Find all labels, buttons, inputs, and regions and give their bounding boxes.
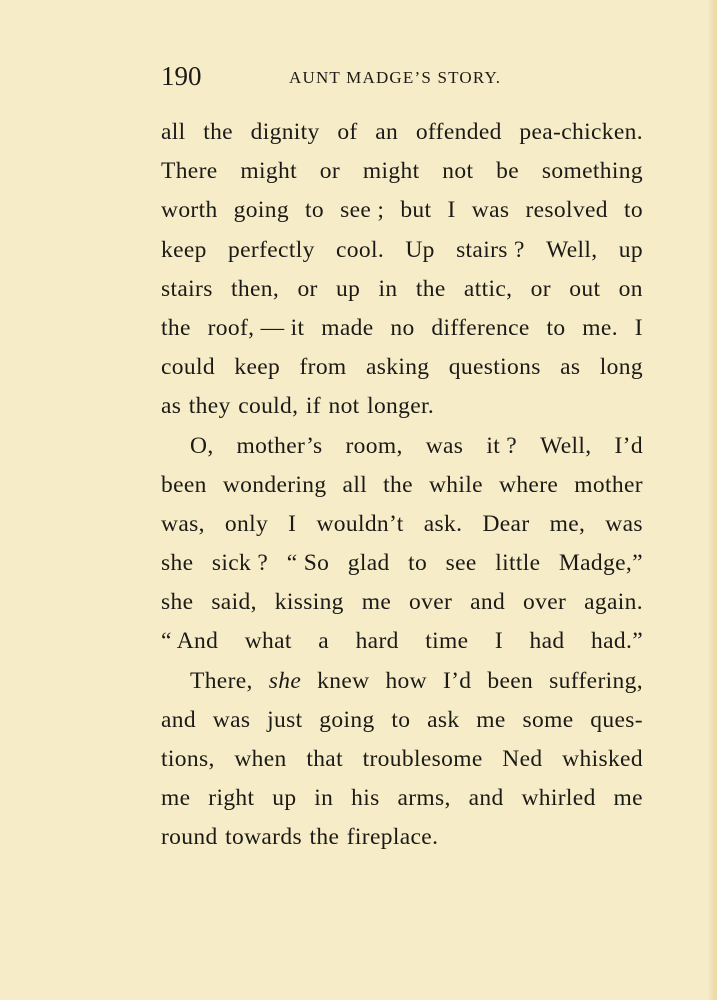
running-title: AUNT MADGE’S STORY. (289, 68, 502, 87)
word: “ And (161, 628, 219, 655)
word: roof, — it (207, 314, 305, 341)
word: kissing (274, 589, 344, 616)
text-line (161, 818, 643, 857)
word: might (362, 158, 420, 185)
word: suffering, (549, 667, 643, 694)
word: was (212, 706, 251, 733)
word: difference (431, 314, 530, 341)
word: if (305, 393, 321, 420)
text-line (161, 779, 643, 818)
word: or (319, 158, 341, 185)
text-line (161, 505, 643, 544)
word: “ So (286, 550, 330, 577)
word: resolved (525, 197, 608, 224)
word: where (499, 471, 559, 498)
word: how (385, 667, 427, 694)
word: sick ? (211, 550, 269, 577)
text-line (161, 231, 643, 270)
word: or (297, 275, 318, 302)
word: was (605, 510, 643, 537)
text-line (161, 387, 643, 426)
word: There (161, 158, 218, 185)
word: Dear (482, 510, 530, 537)
text-line (161, 152, 643, 191)
word: Well, (546, 236, 598, 263)
text-line (161, 270, 643, 309)
text-line (161, 466, 643, 505)
word: as (560, 354, 581, 381)
text-line (161, 309, 643, 348)
word: up (336, 275, 361, 302)
word: stairs ? (456, 236, 525, 263)
word: a (318, 628, 330, 655)
word: hard (355, 628, 399, 655)
word: had (529, 628, 565, 655)
word: might (240, 158, 297, 185)
word: was (471, 197, 510, 224)
word: said, (211, 589, 257, 616)
word: not (328, 393, 360, 420)
word: keep (234, 354, 281, 381)
word: Up (405, 236, 435, 263)
word: while (428, 471, 483, 498)
word: mother’s (236, 432, 323, 459)
word: glad (347, 550, 390, 577)
word: in (378, 275, 398, 302)
word: I (634, 314, 643, 341)
word: offended (415, 119, 502, 145)
word: questions (448, 354, 541, 381)
word: to (546, 314, 566, 341)
page-header (161, 58, 643, 98)
word: was, (161, 510, 205, 537)
word: that (306, 746, 343, 772)
word: it ? (486, 432, 518, 459)
word: on (618, 275, 643, 302)
text-line (161, 427, 643, 466)
word: the (161, 314, 191, 341)
word: and (470, 589, 506, 616)
word: right (208, 785, 255, 812)
word: stairs (161, 275, 213, 302)
word: me (361, 589, 392, 616)
word: whisked (562, 746, 643, 772)
word: or (530, 275, 551, 302)
word: going (319, 706, 375, 733)
word: ques- (590, 706, 643, 733)
word: cool. (335, 236, 385, 263)
word: dignity (250, 119, 320, 145)
text-line (161, 191, 643, 230)
word: no (390, 314, 415, 341)
word: again. (584, 589, 643, 616)
word: something (541, 158, 643, 185)
word: long (599, 354, 643, 381)
word: of (337, 119, 358, 145)
word: the (309, 824, 340, 851)
word: was (425, 432, 464, 459)
word: me (161, 785, 191, 812)
word: I (447, 197, 456, 224)
word: Well, (540, 432, 592, 459)
word: attic, (463, 275, 513, 302)
word: to (305, 197, 324, 224)
word: but (400, 197, 432, 224)
word: worth (161, 197, 218, 224)
text-line (161, 544, 643, 583)
word: I’d (442, 667, 472, 694)
word: troublesome (362, 746, 483, 772)
word: only (224, 510, 269, 537)
word: what (244, 628, 292, 655)
word: Ned (502, 746, 543, 772)
word: when (234, 746, 287, 772)
word: up (272, 785, 297, 812)
page-number: 190 (161, 61, 202, 91)
word: all (161, 119, 186, 145)
word: from (299, 354, 347, 381)
word: asking (365, 354, 430, 381)
word: tions, (161, 746, 215, 772)
word: going (233, 197, 289, 224)
word: as (161, 393, 182, 420)
word: see ; (340, 197, 385, 224)
word: just (267, 706, 303, 733)
word: time (425, 628, 469, 655)
word: had.” (591, 628, 643, 655)
word: There, (190, 667, 253, 694)
word: could (161, 354, 215, 381)
text-line (161, 740, 643, 779)
word: perfectly (228, 236, 315, 263)
word: then, (231, 275, 280, 302)
body-text (161, 113, 643, 858)
word: ask (427, 706, 460, 733)
text-line (161, 662, 643, 701)
word: over (523, 589, 567, 616)
text-line (161, 701, 643, 740)
word: me (476, 706, 506, 733)
word: pea-chicken. (519, 119, 643, 145)
word: keep (161, 236, 207, 263)
word: the (383, 471, 413, 498)
word: the (415, 275, 446, 302)
word: the (203, 119, 233, 145)
word: knew (317, 667, 370, 694)
word: and (161, 706, 196, 733)
word: to (623, 197, 643, 224)
word: in (314, 785, 334, 812)
word: up (618, 236, 643, 263)
word: whirled (521, 785, 596, 812)
word: to (408, 550, 428, 577)
word: they (188, 393, 231, 420)
word: towards (225, 824, 302, 851)
word: not (442, 158, 474, 185)
word: been (161, 471, 207, 498)
word: wondering (222, 471, 327, 498)
word: fireplace. (346, 824, 439, 851)
word: mother (574, 471, 643, 498)
text-line (161, 583, 643, 622)
page-edge (709, 0, 717, 1000)
word: over (409, 589, 453, 616)
word: been (487, 667, 534, 694)
word: O, (190, 432, 214, 459)
word: me, (549, 510, 586, 537)
word: little (495, 550, 541, 577)
word: I (288, 510, 297, 537)
word: out (569, 275, 601, 302)
word: all (342, 471, 368, 498)
word: me. (582, 314, 618, 341)
word: see (445, 550, 477, 577)
word: she (161, 589, 194, 616)
text-line (161, 622, 643, 661)
word: I (494, 628, 504, 655)
word: round (161, 824, 218, 851)
word: arms, (397, 785, 451, 812)
word: be (496, 158, 520, 185)
word: an (375, 119, 399, 145)
word: longer. (367, 393, 435, 420)
word: his (351, 785, 380, 812)
word: she (161, 550, 194, 577)
word: made (321, 314, 374, 341)
word: to (391, 706, 411, 733)
word: could, (238, 393, 299, 420)
word: me (613, 785, 643, 812)
text-line (161, 113, 643, 152)
word: some (522, 706, 574, 733)
word: Madge,” (558, 550, 643, 577)
word: and (468, 785, 504, 812)
text-line (161, 348, 643, 387)
word: room, (345, 432, 403, 459)
word: ask. (423, 510, 463, 537)
word: wouldn’t (316, 510, 404, 537)
word: she (268, 667, 302, 694)
word: I’d (614, 432, 643, 459)
